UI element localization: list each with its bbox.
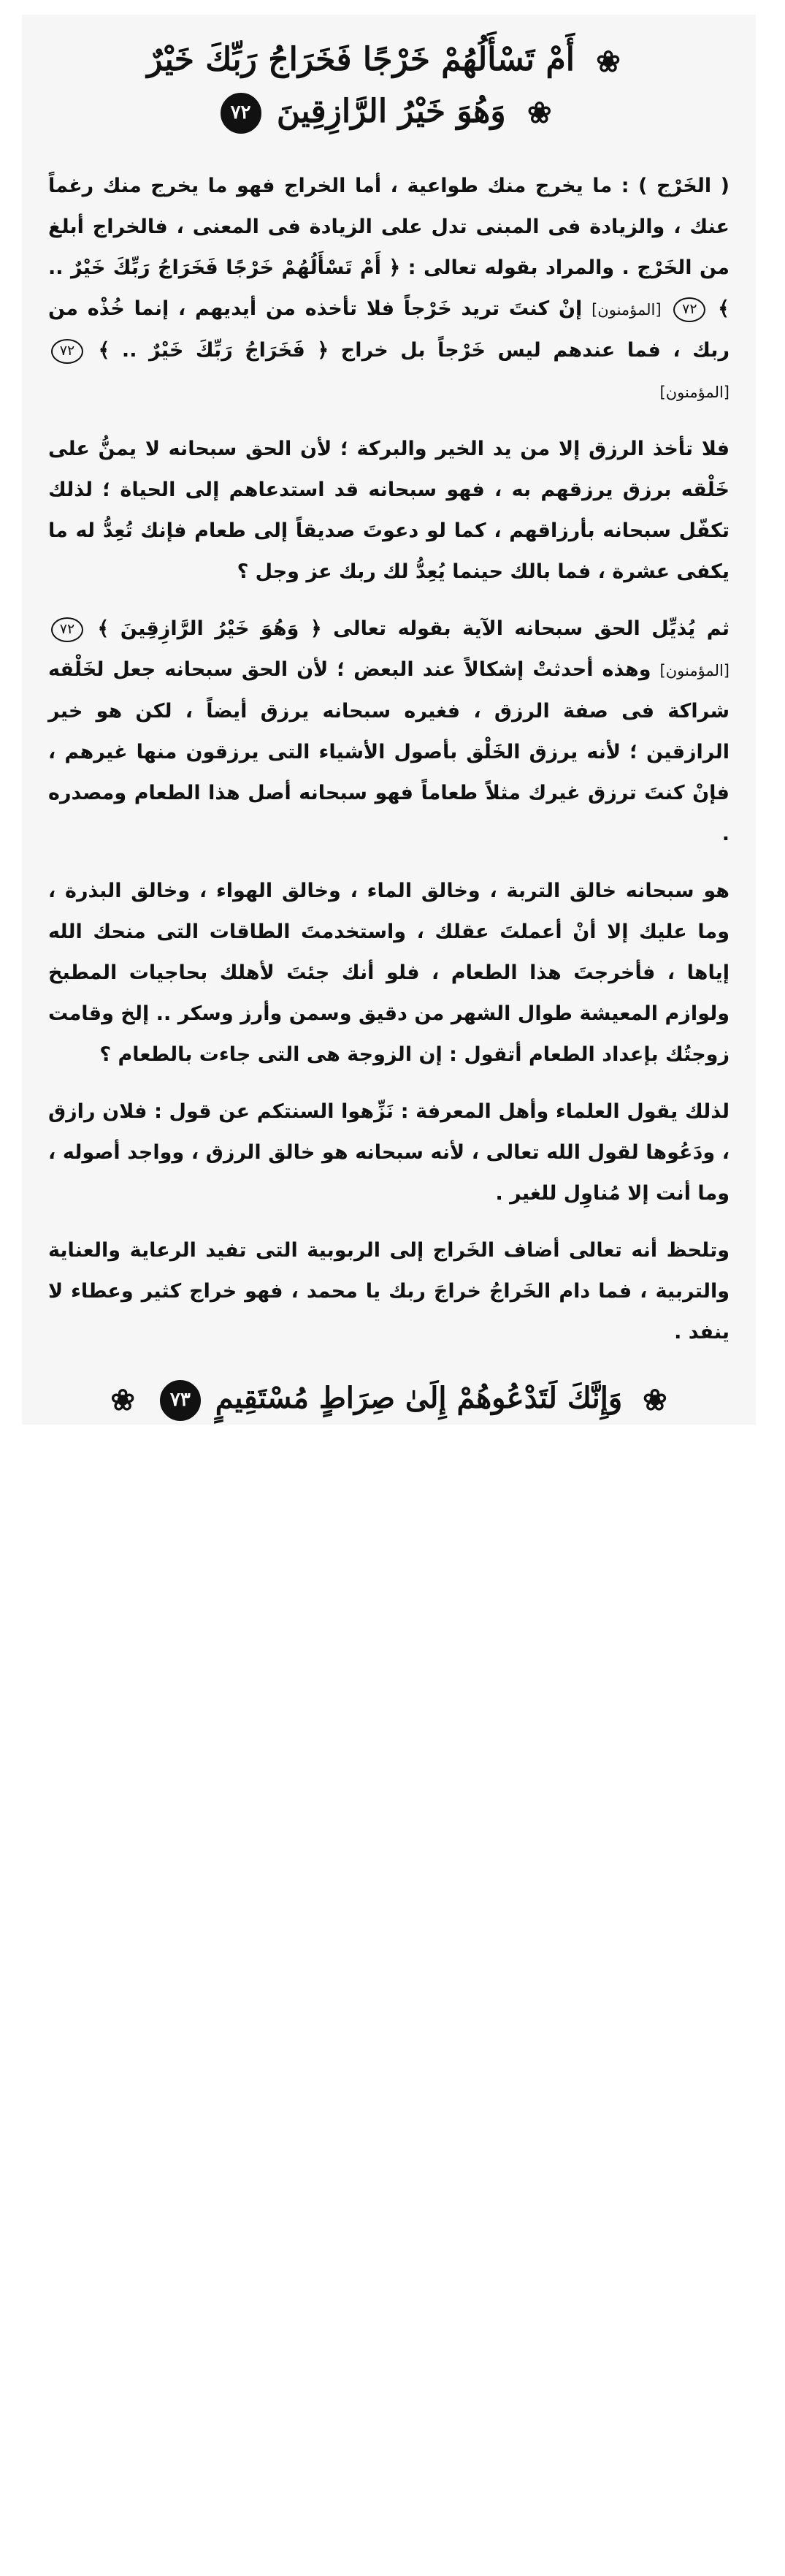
paragraph-6: وتلحظ أنه تعالى أضاف الخَراج إلى الربوبية التى تفيد الرعاية والعناية والتربية ، فما دام الخَراجُ خراجَ ربك يا محمد ، فهو خراج كثير وعطاء لا ينفد . — [48, 1239, 730, 1344]
surah-reference: [المؤمنون] — [659, 384, 730, 401]
paragraph-1 — [48, 166, 730, 413]
verse-number-badge: ٧٢ — [673, 297, 705, 322]
verse-footer-text: وَإِنَّكَ لَتَدْعُوهُمْ إِلَىٰ صِرَاطٍ مُسْتَقِيمٍ — [215, 1381, 623, 1415]
verse-text-2: وَهُوَ خَيْرُ الرَّازِقِينَ — [276, 92, 506, 130]
verse-header — [48, 35, 730, 138]
paragraph-5: لذلك يقول العلماء وأهل المعرفة : نَزِّهوا السنتكم عن قول : فلان رازق ، ودَعُوها لقول الله تعالى ، لأنه سبحانه هو خالق الرزق ، وواجد أصوله ، وما أنت إلا مُناوِل للغير . — [48, 1100, 730, 1205]
verse-number-badge: ٧٢ — [51, 617, 83, 642]
ornament-icon: ❀ — [596, 44, 621, 79]
book-page — [22, 15, 756, 1425]
verse-header-line-2 — [48, 87, 730, 139]
paragraph-text: ( الخَرْج ) : ما يخرج منك طواعية ، أما الخراج فهو ما يخرج منك رغماً عنك ، والزيادة فى المبنى تدل على الزيادة فى المعنى ، فالخراج أبلغ من الخَرْج . والمراد بقوله تعالى : ﴿ أَمْ تَسْأَلُهُمْ خَرْجًا فَخَرَاجُ رَبِّكَ خَيْرٌ .. ﴾ — [48, 175, 730, 320]
ornament-icon: ❀ — [110, 1383, 135, 1417]
paragraph-text: وهذه أحدثتْ إشكالاً عند البعض ؛ لأن الحق سبحانه جعل لخَلْقه شراكة فى صفة الرزق ، فغيره سبحانه يرزق أيضاً ، لكن هو خير الرازقين ؛ لأنه يرزق الخَلْق بأصول الأشياء التى يرزقون منها غيرهم ، فإنْ كنتَ ترزق غيرك مثلاً طعاماً فهو سبحانه أصل هذا الطعام ومصدره . — [48, 658, 730, 845]
ornament-icon: ❀ — [643, 1383, 667, 1417]
verse-footer — [48, 1375, 730, 1424]
paragraph-3 — [48, 609, 730, 855]
verse-number-badge: ٧٢ — [51, 339, 83, 364]
paragraph-2: فلا تأخذ الرزق إلا من يد الخير والبركة ؛ لأن الحق سبحانه لا يمنُّ على خَلْقه برزق يرزقهم به ، فهو سبحانه قد استدعاهم إلى الحياة ؛ لذلك تكفّل سبحانه بأرزاقهم ، كما لو دعوتَ صديقاً إلى طعام فإنك تُعِدُّ له ما يكفى عشرة ، فما بالك حينما يُعِدُّ لك ربك عز وجل ؟ — [48, 438, 730, 583]
verse-text-1: أَمْ تَسْأَلُهُمْ خَرْجًا فَخَرَاجُ رَبِّكَ خَيْرٌ — [147, 41, 575, 78]
surah-reference: [المؤمنون] — [591, 301, 662, 319]
paragraph-text: ثم يُذيِّل الحق سبحانه الآية بقوله تعالى ﴿ وَهُوَ خَيْرُ الرَّازِقِينَ ﴾ — [97, 617, 730, 640]
verse-header-line-1 — [48, 35, 730, 87]
paragraph-4: هو سبحانه خالق التربة ، وخالق الماء ، وخالق الهواء ، وخالق البذرة ، وما عليك إلا أنْ أعملتَ عقلك ، واستخدمتَ الطاقات التى منحك الله إياها ، فأخرجتَ هذا الطعام ، فلو أنك جئتَ لأهلك بحاجيات المطبخ ولوازم المعيشة طوال الشهر من دقيق وسمن وأرز وسكر .. إلخ وقامت زوجتُك بإعداد الطعام أتقول : إن الزوجة هى التى جاءت بالطعام ؟ — [48, 880, 730, 1066]
ornament-icon: ❀ — [526, 96, 552, 130]
verse-number-badge: ٧٣ — [160, 1380, 201, 1421]
surah-reference: [المؤمنون] — [659, 662, 730, 679]
paragraph-text: إنْ كنتَ تريد خَرْجاً فلا تأخذه من أيديهم ، إنما خُذْه من ربك ، فما عندهم ليس خَرْجاً بل خراج ﴿ فَخَرَاجُ رَبِّكَ خَيْرٌ .. ﴾ — [48, 297, 730, 362]
verse-number-badge: ٧٢ — [221, 93, 261, 134]
